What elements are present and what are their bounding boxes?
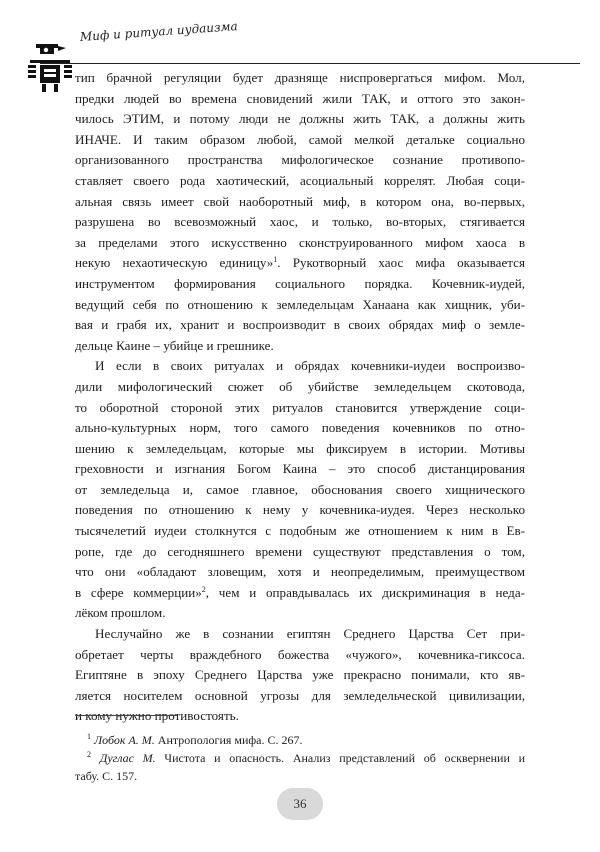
text-line: разрушена во всевозможный хаос, и только, во-вторых, стягивается [75,214,525,230]
text-line-with-footnote-2: в сфере коммерции»$^2$, чем и оправдывалась их дискриминация в недa- [75,584,525,600]
text-line: и кому нужно противостоять. [75,708,239,724]
text-line: то оборотной стороной этих ритуалов становится утверждение соци- [75,399,525,415]
bird-emblem-icon [26,38,74,96]
body-text [75,68,525,727]
text-line: ведущий себя по отношению к земледельцам Ханаана как хищник, уби- [75,296,525,312]
text-line: инструментом формирования социального порядка. Кочевник-иудей, [75,275,525,291]
text-line: ально-культурных норм, того самого поведения кочевников по отно- [75,420,525,436]
text-line: И если в своих ритуалах и обрядах кочевники-иудеи воспроизво- [95,358,525,374]
text-line: ропе, где до сегодняшнего времени существуют представления о том, [75,543,525,559]
text-line: дельце Каине – убийце и грешнике. [75,337,274,353]
footnote-ref-1: 1 [273,255,278,265]
footnote-1: $^1$ Лобок А. М. Антропология мифа. С. 267. [87,732,303,747]
text-line: шению к земледельцам, которые мы фиксируем в истории. Мотивы [75,440,525,456]
footnote-2-continuation: табу. С. 157. [75,769,138,783]
footnotes [75,731,525,785]
footnote-ref-2: 2 [201,584,206,594]
text-line: тысячелетий иудеи столкнутся с подобным же отношением к ним в Ев- [75,523,525,539]
text-line: обретает черты враждебного божества «чужого», кочевника-гиксоса. [75,646,525,662]
text-line: за пределами этого искусственно сконструированного мифом хаоса в [75,234,525,250]
text-line: ляется носителем основной угрозы для земледельческой цивилизации, [75,687,525,703]
text-line: предки людей во времена сновидений жили ТАК, и оттого это закон- [75,90,525,106]
text-line: греховности и изгнания Богом Каина – это способ дистанцирования [75,461,525,477]
text-line: альная связь имеет свой наоборотный миф, в котором она, во-первых, [75,193,525,209]
text-line: ставляет своего рода хаотический, асоциальный коррелят. Любая соци- [75,172,525,188]
text-line: тип брачной регуляции будет дразняще ниспровергаться мифом. Мол, [75,70,525,85]
text-line: вая и грабя их, хранит и воспроизводит в своих обрядах миф о земле- [75,317,525,333]
text-line: дили мифологический сюжет об убийстве земледельцем скотовода, [75,378,525,394]
text-line: организованного пространства мифологическое сознание противопо- [75,152,525,168]
footnote-2: $^2$ Дуглас М. Чистота и опасность. Анализ представлений об осквернении и [87,750,526,765]
text-line: Неслучайно же в сознании египтян Среднего Царства Сет при- [95,626,525,642]
text-line: что они «обладают зловещим, хотя и неопределимым, преимуществом [75,564,525,580]
text-line: Египтяне в эпоху Среднего Царства уже прекрасно понимали, кто яв- [75,667,525,683]
header-rule [40,63,580,64]
page-number: 36 [277,788,323,820]
text-line: ИНАЧЕ. И таким образом любой, самой мелкой детальке социально [75,131,525,147]
running-title: Миф и ритуал иудаизма [79,18,239,44]
footnote-separator [75,715,177,716]
text-line: поведения по отношению к нему у кочевника-иудея. Через несколько [75,502,525,518]
text-line: лёком прошлом. [75,605,166,621]
text-line: от земледельца и, самое главное, обоснования своего хищнического [75,481,525,497]
text-line-with-footnote-1: некую нехаотическую единицу»$^1$. Рукотворный хаос мифа оказывается [75,255,525,271]
text-line: чилось ЭТИМ, и потому люди не должны жить ТАК, а должны жить [75,111,525,127]
